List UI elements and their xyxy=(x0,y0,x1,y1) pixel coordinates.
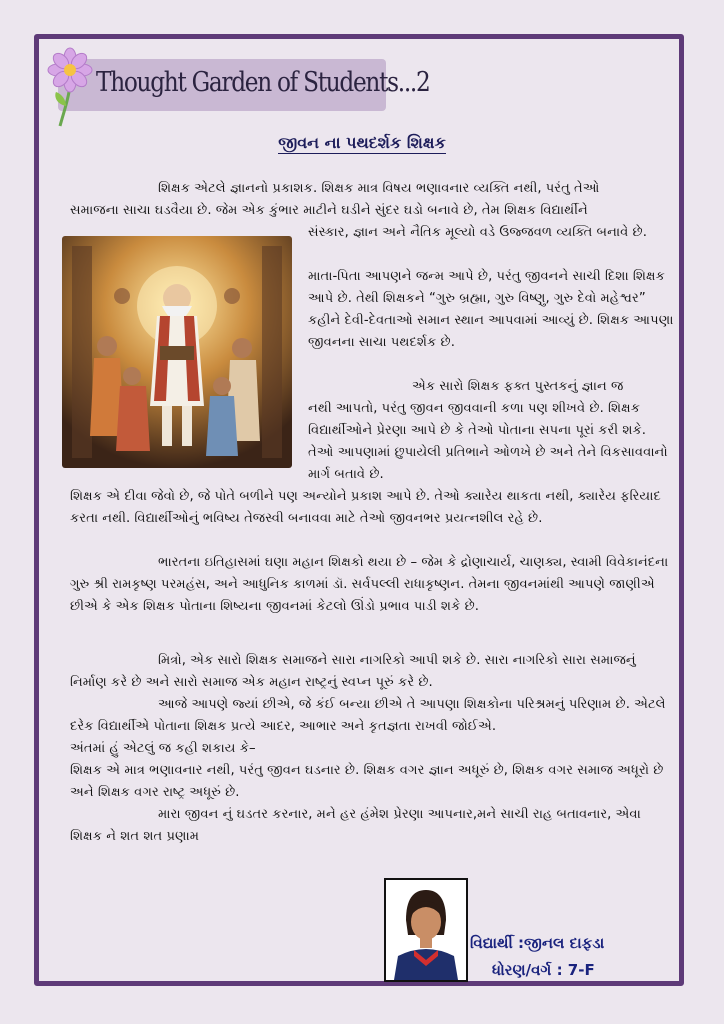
paragraph-1-rest: સંસ્કાર, જ્ઞાન અને નૈતિક મૂલ્યો વડે ઉજ્જવળ વ્યક્તિ બનાવે છે. xyxy=(308,225,647,240)
paragraph-2: માતા-પિતા આપણને જન્મ આપે છે, પરંતુ જીવનને સાચી દિશા શિક્ષક આપે છે. તેથી શિક્ષકને “ગુરુ બ્રહ્મા, ગુરુ વિષ્ણુ, ગુરુ દેવો મહેશ્વર” કહીને દેવી-દેવતાઓ સમાન સ્થાન આપવામાં આવ્યું છે. શિક્ષક આપણા જીવનના સાચા પથદર્શક છે. xyxy=(308,269,674,350)
paragraph-4: શિક્ષક એ દીવા જેવો છે, જે પોતે બળીને પણ અન્યોને પ્રકાશ આપે છે. તેઓ ક્યારેય થાકતા નથી, ક્યારેય ફરિયાદ કરતા નથી. વિદ્યાર્થીઓનું ભવિષ્ય તેજસ્વી બનાવવા માટે તેઓ જીવનભર પ્રયત્નશીલ રહે છે. xyxy=(70,489,661,526)
paragraph-5: ભારતના ઇતિહાસમાં ઘણા મહાન શિક્ષકો થયા છે – જેમ કે દ્રોણાચાર્ય, ચાણક્ય, સ્વામી વિવેકાનંદના ગુરુ શ્રી રામકૃષ્ણ પરમહંસ, અને આધુનિક કાળમાં ડૉ. સર્વપલ્લી રાધાકૃષ્ણન. તેમના જીવનમાંથી આપણે જાણીએ છીએ કે એક શિક્ષક પોતાના શિષ્યના જીવનમાં કેટલો ઊંડો પ્રભાવ પાડી શકે છે. xyxy=(70,555,669,614)
student-name: વિદ્યાર્થી :જીનલ દાફડા xyxy=(470,934,605,952)
paragraph-8: અંતમાં હું એટલું જ કહી શકાય કે– xyxy=(70,741,256,756)
paragraph-1-line-2: સમાજના સાચા ઘડવૈયા છે. જેમ એક કુંભાર માટીને ઘડીને સુંદર ઘડો બનાવે છે, તેમ શિક્ષક વિદ્યાર્થીને xyxy=(70,203,588,218)
flower-icon xyxy=(46,46,94,128)
student-photo xyxy=(384,878,468,982)
student-class: ધોરણ/વર્ગ : 7-F xyxy=(492,961,595,979)
paragraph-1-line-1: શિક્ષક એટલે જ્ઞાનનો પ્રકાશક. શિક્ષક માત્ર વિષય ભણાવનાર વ્યક્તિ નથી, પરંતુ તેઓ xyxy=(158,181,600,196)
article-heading-text: જીવન ના પથદર્શક શિક્ષક xyxy=(278,133,446,152)
paragraph-9: શિક્ષક એ માત્ર ભણાવનાર નથી, પરંતુ જીવન ઘડનાર છે. શિક્ષક વગર જ્ઞાન અધૂરું છે, શિક્ષક વગર સમાજ અધૂરો છે અને શિક્ષક વગર રાષ્ટ્ર અધૂરું છે. xyxy=(70,763,664,800)
paragraph-7: આજે આપણે જ્યાં છીએ, જે કંઈ બન્યા છીએ તે આપણા શિક્ષકોના પરિશ્રમનું પરિણામ છે. એટલે દરેક વિદ્યાર્થીએ પોતાના શિક્ષક પ્રત્યે આદર, આભાર અને કૃતજ્ઞતા રાખવી જોઈએ. xyxy=(70,697,666,734)
paragraph-3-rest: નથી આપતો, પરંતુ જીવન જીવવાની કળા પણ શીખવે છે. શિક્ષક વિદ્યાર્થીઓને પ્રેરણા આપે છે કે તેઓ પોતાના સપના પૂરાં કરી શકે. તેઓ આપણામાં છુપાયેલી પ્રતિભાને ઓળખે છે અને તેને વિકસાવવાનો માર્ગ બતાવે છે. xyxy=(308,401,668,482)
banner-title: Thought Garden of Students...2 xyxy=(96,67,430,98)
article-heading xyxy=(0,133,724,153)
teacher-illustration xyxy=(62,236,292,468)
paragraph-10: મારા જીવન નું ઘડતર કરનાર, મને હર હંમેશ પ્રેરણા આપનાર,મને સાચી રાહ બતાવનાર, એવા શિક્ષક ને શત શત પ્રણામ xyxy=(70,807,641,844)
paragraph-3-first: એક સારો શિક્ષક ફક્ત પુસ્તકનું જ્ઞાન જ xyxy=(412,379,624,394)
paragraph-6: મિત્રો, એક સારો શિક્ષક સમાજને સારા નાગરિકો આપી શકે છે. સારા નાગરિકો સારા સમાજનું નિર્માણ કરે છે અને સારો સમાજ એક મહાન રાષ્ટ્રનું સ્વપ્ન પૂરું કરે છે. xyxy=(70,653,636,690)
